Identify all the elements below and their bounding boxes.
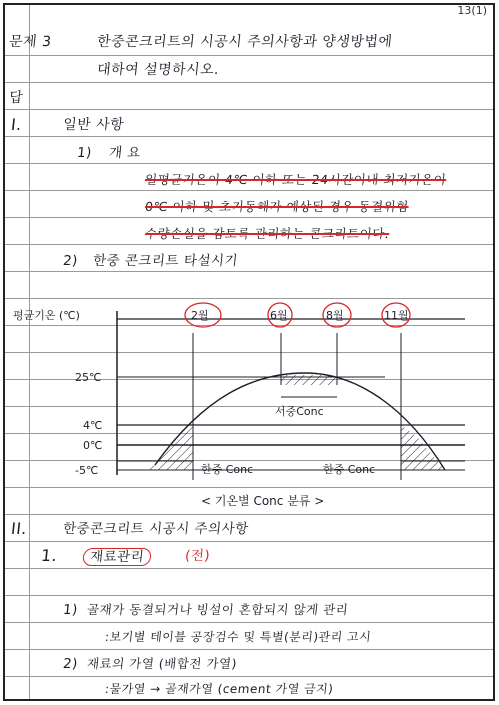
item-1-number: 1) [76,145,93,161]
ruled-line [5,55,493,56]
ruled-line [5,568,493,569]
month-label-aug: 8월 [326,309,344,322]
overview-line-3: 수량손실을 감토록 관리하는 콘크리트이다. [144,226,391,241]
ruled-line [5,541,493,542]
ruled-line [5,676,493,677]
temperature-chart [5,275,495,515]
s2-item-1-mark: (전) [184,548,211,564]
tick-4c: 4℃ [83,419,103,432]
month-label-feb: 2월 [191,309,209,322]
ruled-line [5,622,493,623]
annotation-hot-conc: 서중Conc [275,405,324,418]
ruled-line [5,244,493,245]
sub-1-number: 1) [62,602,79,618]
overview-line-1: 일평균기온이 4℃ 이하 또는 24시간이내 최저기온이 [144,172,448,187]
ruled-line [5,163,493,164]
sub-2-note: :물가열 → 골재가열 (cement 가열 금지) [104,682,335,696]
ruled-line [5,649,493,650]
ruled-line [5,136,493,137]
annotation-cold-conc-right: 한중 Conc [323,463,376,476]
question-label: 문제 3 [8,34,53,50]
section-2-roman: II. [10,519,29,538]
answer-sheet [3,3,495,701]
month-label-nov: 11월 [384,309,409,322]
tick-minus5c: -5℃ [75,464,99,477]
cold-zone-right [401,425,445,470]
tick-0c: 0℃ [83,439,103,452]
ruled-line [5,190,493,191]
overview-line-2: 0℃ 이하 및 초기동해가 예상된 경우 동결위험 [144,199,410,214]
question-line-2: 대하여 설명하시오. [96,62,220,78]
section-2-title: 한중콘크리트 시공시 주의사항 [62,521,250,537]
sub-2-text: 재료의 가열 (배합전 가열) [86,656,238,671]
s2-item-1-number: 1. [40,546,59,565]
sub-2-number: 2) [62,656,79,672]
item-1-title: 개 요 [108,145,142,161]
annotation-cold-conc-left: 한중 Conc [201,463,254,476]
item-2-title: 한중 콘크리트 타설시기 [92,253,239,269]
item-2-number: 2) [62,253,79,269]
s2-item-1-title: 재료관리 [82,548,152,566]
sub-1-text: 골재가 동결되거나 빙설이 혼합되지 않게 관리 [86,602,350,617]
page-number: 13(1) [457,4,487,17]
chart-y-label: 평균기온 (℃) [13,309,80,322]
ruled-line [5,82,493,83]
section-1-title: 일반 사항 [62,117,125,133]
ruled-line [5,271,493,272]
ruled-line [5,217,493,218]
ruled-line [5,109,493,110]
answer-label: 답 [8,90,24,106]
chart-caption: < 기온별 Conc 분류 > [201,494,325,508]
section-1-roman: I. [10,115,23,134]
question-line-1: 한중콘크리트의 시공시 주의사항과 양생방법에 [96,34,394,50]
month-label-jun: 6월 [270,309,288,322]
ruled-line [5,595,493,596]
cold-zone-left [145,423,193,470]
tick-25c: 25℃ [75,371,102,384]
sub-1-note: :보기별 테이블 공장검수 및 특별(분리)관리 고시 [104,630,372,644]
hot-zone [281,375,337,385]
